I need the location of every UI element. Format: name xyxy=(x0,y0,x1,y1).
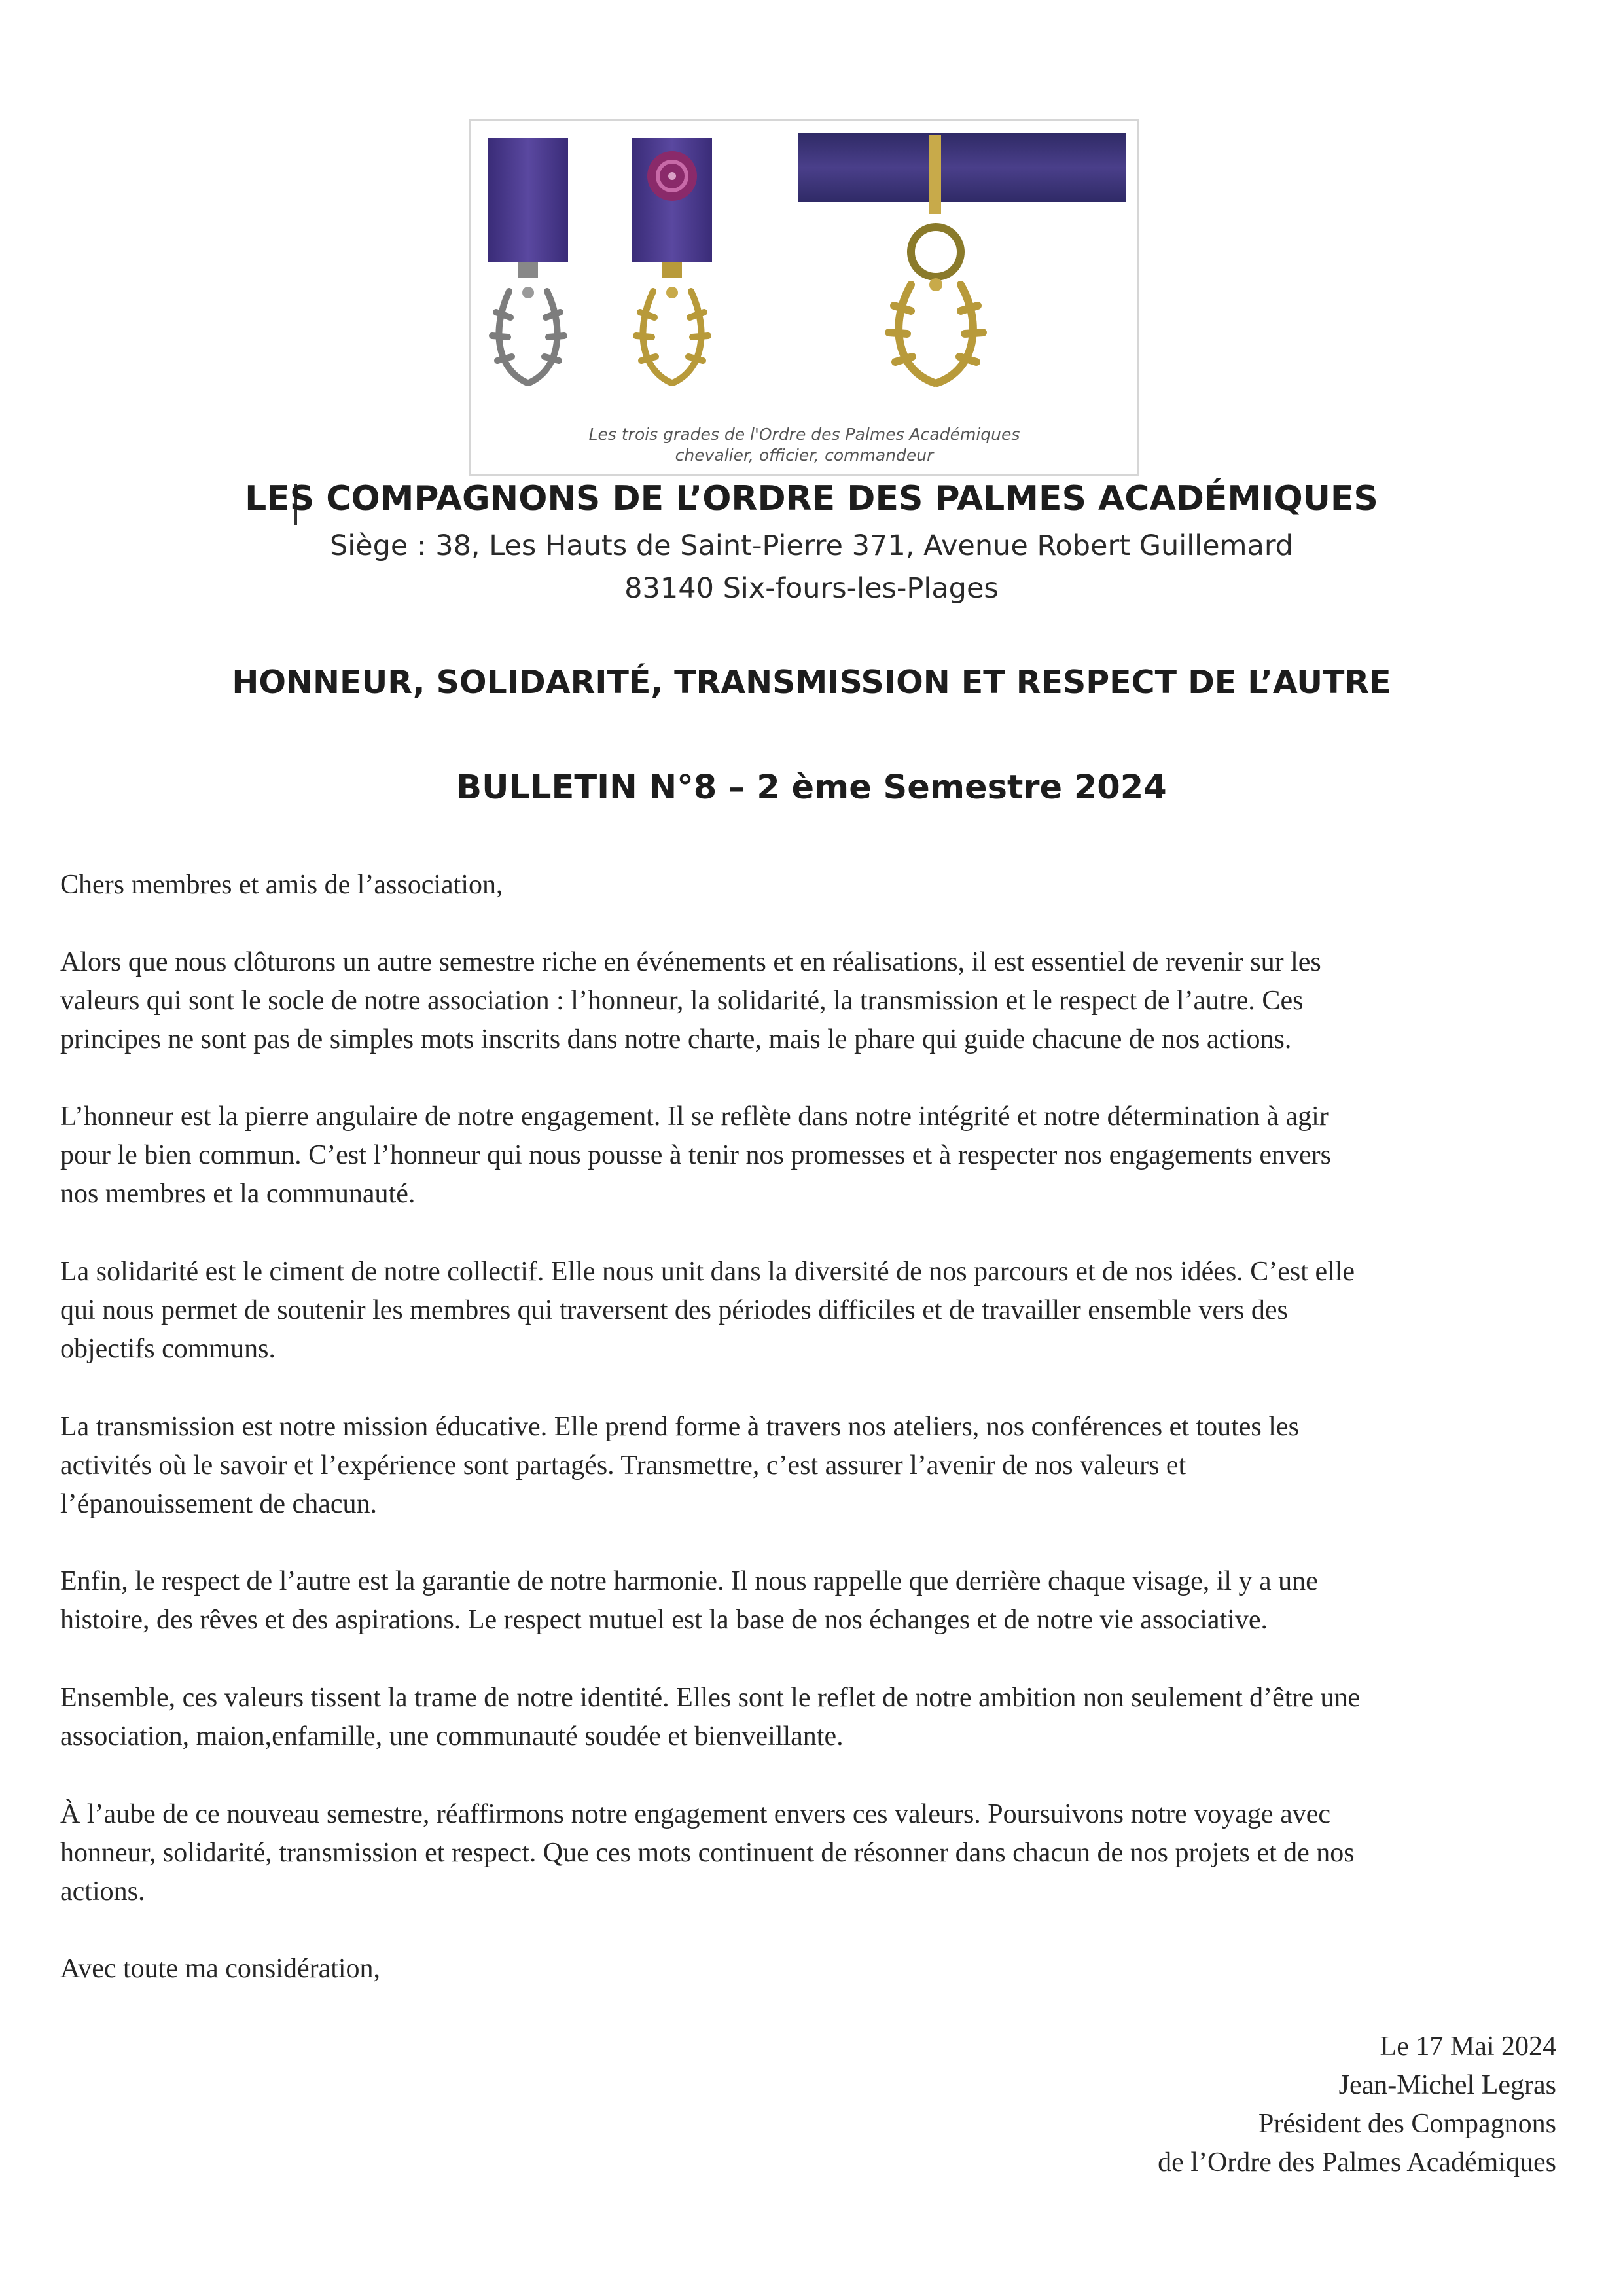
officier-clasp xyxy=(662,262,682,278)
paragraph-6 xyxy=(60,1679,1565,1756)
paragraph-1 xyxy=(60,943,1565,1059)
paragraph-line: activités où le savoir et l’expérience sont partagés. Transmettre, c’est assurer l’avenir de nos valeurs et xyxy=(60,1450,1186,1480)
organization-title: LES COMPAGNONS DE L’ORDRE DES PALMES ACADÉMIQUES xyxy=(245,479,1378,518)
paragraph-line: association, maion,enfamille, une communauté soudée et bienveillante. xyxy=(60,1721,844,1751)
paragraph-line: qui nous permet de soutenir les membres qui traversent des périodes difficiles et de travailler ensemble vers des xyxy=(60,1295,1288,1325)
chevalier-clasp xyxy=(518,262,538,278)
paragraph-line: Ensemble, ces valeurs tissent la trame de notre identité. Elles sont le reflet de notre ambition non seulement d’être une xyxy=(60,1683,1361,1713)
paragraph-line: L’honneur est la pierre angulaire de notre engagement. Il se reflète dans notre intégrité et notre détermination à agir xyxy=(60,1102,1329,1132)
paragraph-line: honneur, solidarité, transmission et respect. Que ces mots continuent de résonner dans chacun de nos projets et de nos xyxy=(60,1838,1355,1868)
officier-medal xyxy=(632,138,712,383)
chevalier-ribbon xyxy=(488,138,568,262)
signature-role-line1: Président des Compagnons xyxy=(1258,2109,1556,2139)
commandeur-medal xyxy=(798,133,1126,383)
paragraph-line: Alors que nous clôturons un autre semestre riche en événements et en réalisations, il est essentiel de revenir sur les xyxy=(60,947,1321,977)
chevalier-palms xyxy=(492,291,564,383)
paragraph-line: nos membres et la communauté. xyxy=(60,1179,416,1209)
paragraph-2 xyxy=(60,1098,1565,1213)
paragraph-line: actions. xyxy=(60,1876,145,1907)
paragraph-line: pour le bien commun. C’est l’honneur qui nous pousse à tenir nos promesses et à respecter nos engagements envers xyxy=(60,1140,1332,1170)
motto-heading: HONNEUR, SOLIDARITÉ, TRANSMISSION ET RESPECT DE L’AUTRE xyxy=(232,664,1391,701)
letter-closing: Avec toute ma considération, xyxy=(60,1954,381,1984)
paragraph-line: objectifs communs. xyxy=(60,1334,276,1364)
medals-image xyxy=(469,119,1139,476)
paragraph-line: principes ne sont pas de simples mots inscrits dans notre charte, mais le phare qui guide chacune de nos actions. xyxy=(60,1024,1292,1054)
paragraph-7 xyxy=(60,1795,1565,1911)
paragraph-line: histoire, des rêves et des aspirations. Le respect mutuel est la base de nos échanges et de notre vie associative. xyxy=(60,1605,1268,1635)
paragraph-line: Enfin, le respect de l’autre est la garantie de notre harmonie. Il nous rappelle que derrière chaque visage, il y a une xyxy=(60,1566,1318,1596)
chevalier-knot xyxy=(522,287,534,298)
signature-date: Le 17 Mai 2024 xyxy=(1380,2032,1556,2062)
bulletin-title: BULLETIN N°8 – 2 ème Semestre 2024 xyxy=(456,768,1167,807)
paragraph-5 xyxy=(60,1562,1565,1640)
paragraph-4 xyxy=(60,1408,1565,1524)
commandeur-palms xyxy=(889,285,983,383)
paragraph-line: À l’aube de ce nouveau semestre, réaffirmons notre engagement envers ces valeurs. Poursuivons notre voyage avec xyxy=(60,1799,1331,1829)
signature-block xyxy=(1158,2028,1556,2182)
paragraph-line: La transmission est notre mission éducative. Elle prend forme à travers nos ateliers, nos conférences et toutes les xyxy=(60,1412,1299,1442)
medals-illustration xyxy=(471,121,1137,474)
paragraph-3 xyxy=(60,1253,1565,1369)
officier-palms xyxy=(636,291,708,383)
address-line-1: Siège : 38, Les Hauts de Saint-Pierre 371, Avenue Robert Guillemard xyxy=(329,529,1294,562)
paragraph-line: La solidarité est le ciment de notre collectif. Elle nous unit dans la diversité de nos parcours et de nos idées. C’est elle xyxy=(60,1257,1355,1287)
letter-salutation: Chers membres et amis de l’association, xyxy=(60,870,503,900)
commandeur-wreath xyxy=(911,227,961,277)
commandeur-band xyxy=(798,133,1126,202)
commandeur-loop xyxy=(929,135,941,214)
signature-role-line2: de l’Ordre des Palmes Académiques xyxy=(1158,2147,1556,2178)
chevalier-medal xyxy=(488,138,568,383)
paragraph-line: l’épanouissement de chacun. xyxy=(60,1489,377,1519)
signature-name: Jean-Michel Legras xyxy=(1338,2070,1556,2100)
address-line-2: 83140 Six-fours-les-Plages xyxy=(624,572,999,605)
medals-caption-line2: chevalier, officier, commandeur xyxy=(675,446,934,465)
paragraph-line: valeurs qui sont le socle de notre association : l’honneur, la solidarité, la transmission et le respect de l’autre. Ces xyxy=(60,986,1304,1016)
medals-caption-line1: Les trois grades de l'Ordre des Palmes Académiques xyxy=(588,425,1020,444)
